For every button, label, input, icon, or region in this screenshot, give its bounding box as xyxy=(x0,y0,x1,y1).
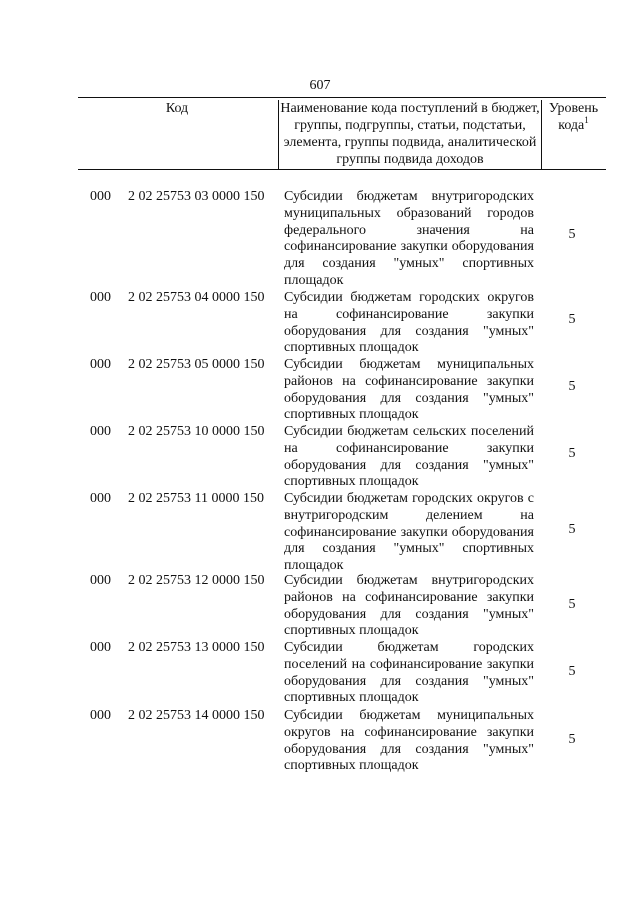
row-code: 2 02 25753 04 0000 150 xyxy=(128,290,265,305)
row-level: 5 xyxy=(568,312,576,327)
row-name: Субсидии бюджетам городских округов с внутригородским делением на софинансирование закупки оборудования для создания "умных" спортивных площадок xyxy=(284,491,534,574)
row-name: Субсидии бюджетам внутригородских муниципальных образований городов федерального значения на софинансирование закупки оборудования для создания "умных" спортивных площадок xyxy=(284,189,534,288)
header-level xyxy=(541,100,606,134)
row-name: Субсидии бюджетам муниципальных округов на софинансирование закупки оборудования для создания "умных" спортивных площадок xyxy=(284,708,534,774)
row-prefix: 000 xyxy=(90,640,111,655)
row-level: 5 xyxy=(568,664,576,679)
header-level-footnote: 1 xyxy=(584,115,589,125)
row-name: Субсидии бюджетам сельских поселений на софинансирование закупки оборудования для создания "умных" спортивных площадок xyxy=(284,424,534,490)
row-level: 5 xyxy=(568,732,576,747)
row-code: 2 02 25753 11 0000 150 xyxy=(128,491,264,506)
row-code: 2 02 25753 14 0000 150 xyxy=(128,708,265,723)
row-code: 2 02 25753 12 0000 150 xyxy=(128,573,265,588)
row-level: 5 xyxy=(568,446,576,461)
row-prefix: 000 xyxy=(90,357,111,372)
row-prefix: 000 xyxy=(90,573,111,588)
row-name: Субсидии бюджетам внутригородских районов на софинансирование закупки оборудования для создания "умных" спортивных площадок xyxy=(284,573,534,639)
row-name: Субсидии бюджетам городских поселений на софинансирование закупки оборудования для создания "умных" спортивных площадок xyxy=(284,640,534,706)
row-prefix: 000 xyxy=(90,708,111,723)
header-level-label: Уровень кода xyxy=(548,101,599,133)
page-number: 607 xyxy=(309,78,331,93)
row-code: 2 02 25753 10 0000 150 xyxy=(128,424,265,439)
row-level: 5 xyxy=(568,522,576,537)
row-prefix: 000 xyxy=(90,189,111,204)
row-level: 5 xyxy=(568,379,576,394)
header-name: Наименование кода поступлений в бюджет, группы, подгруппы, статьи, подстатьи, элемента, группы подвида, аналитической группы подвида доходов xyxy=(278,100,542,169)
row-code: 2 02 25753 05 0000 150 xyxy=(128,357,265,372)
row-name: Субсидии бюджетам муниципальных районов на софинансирование закупки оборудования для создания "умных" спортивных площадок xyxy=(284,357,534,423)
row-level: 5 xyxy=(568,227,576,242)
row-name: Субсидии бюджетам городских округов на софинансирование закупки оборудования для создания "умных" спортивных площадок xyxy=(284,290,534,356)
row-prefix: 000 xyxy=(90,424,111,439)
row-prefix: 000 xyxy=(90,491,111,506)
row-code: 2 02 25753 03 0000 150 xyxy=(128,189,265,204)
row-code: 2 02 25753 13 0000 150 xyxy=(128,640,265,655)
header-code: Код xyxy=(165,101,189,116)
table-header xyxy=(78,97,606,170)
row-level: 5 xyxy=(568,597,576,612)
row-prefix: 000 xyxy=(90,290,111,305)
